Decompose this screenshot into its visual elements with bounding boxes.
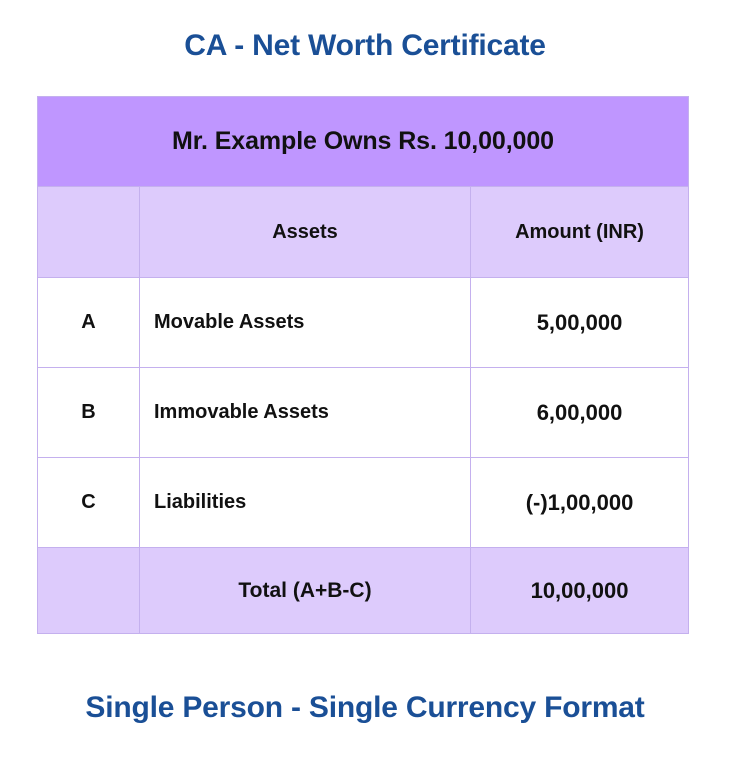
- page-footer-note: Single Person - Single Currency Format: [85, 691, 645, 724]
- table-row: [38, 278, 689, 368]
- table-total-row: [38, 548, 689, 634]
- table-header-row: [38, 187, 689, 278]
- total-label: Total (A+B-C): [140, 548, 471, 634]
- row-label: Immovable Assets: [140, 368, 471, 458]
- row-amount: 5,00,000: [471, 278, 689, 368]
- column-header-assets: Assets: [140, 187, 471, 278]
- row-code: A: [38, 278, 140, 368]
- row-amount: (-)1,00,000: [471, 458, 689, 548]
- column-header-code: [38, 187, 140, 278]
- total-code: [38, 548, 140, 634]
- row-amount: 6,00,000: [471, 368, 689, 458]
- net-worth-table: [37, 96, 689, 634]
- table-row: [38, 368, 689, 458]
- table-row: [38, 458, 689, 548]
- table-banner-cell: Mr. Example Owns Rs. 10,00,000: [38, 97, 689, 187]
- column-header-amount: Amount (INR): [471, 187, 689, 278]
- row-code: B: [38, 368, 140, 458]
- total-amount: 10,00,000: [471, 548, 689, 634]
- page-title: CA - Net Worth Certificate: [184, 29, 546, 62]
- row-code: C: [38, 458, 140, 548]
- table-banner-row: [38, 97, 689, 187]
- row-label: Liabilities: [140, 458, 471, 548]
- row-label: Movable Assets: [140, 278, 471, 368]
